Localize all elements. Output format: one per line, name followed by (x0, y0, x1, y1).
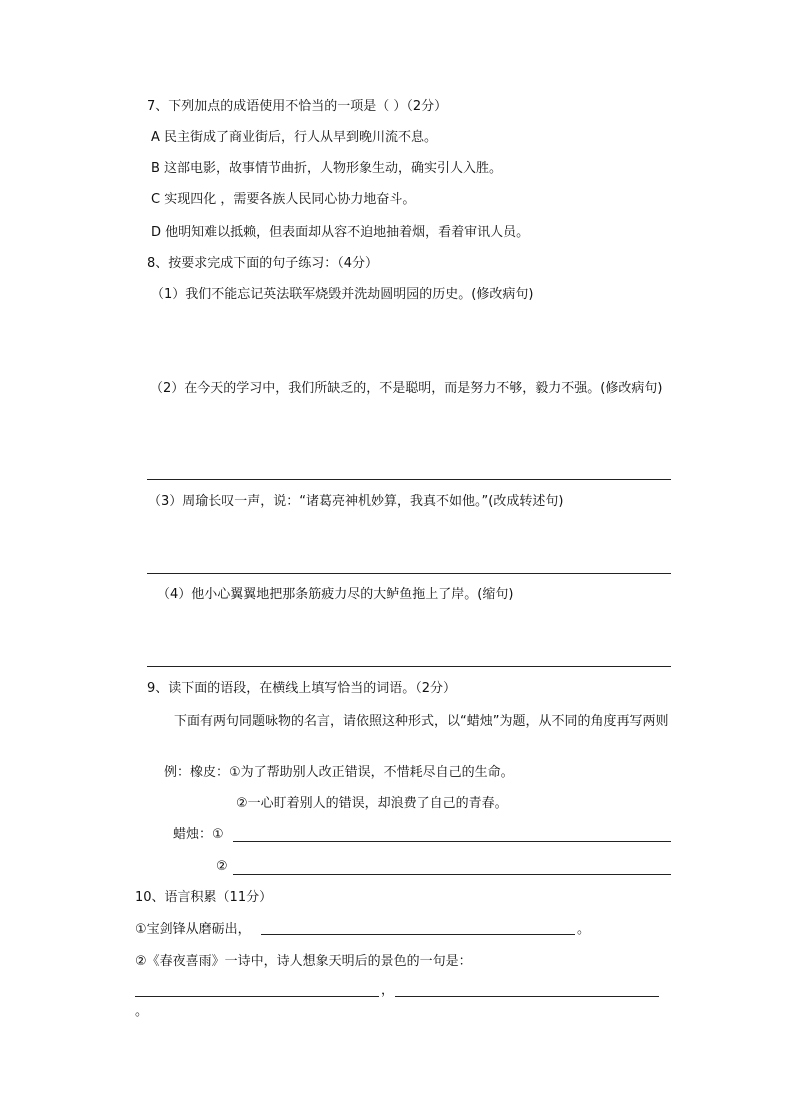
q9-candle-label: 蜡烛：① (173, 827, 224, 842)
q9-stem: 9、读下面的语段，在横线上填写恰当的词语。（2分） (147, 681, 457, 696)
q7-option-b: B 这部电影，故事情节曲折，人物形象生动，确实引人入胜。 (151, 161, 503, 176)
q8-stem: 8、按要求完成下面的句子练习：（4分） (147, 256, 379, 271)
q8-item-1: （1）我们不能忘记英法联军烧毁并洗劫圆明园的历史。(修改病句) (151, 287, 534, 302)
q10-item-2-comma: ， (381, 983, 395, 998)
q8-answer-line-2 (147, 479, 671, 480)
q9-example-line-1: 例：橡皮：①为了帮助别人改正错误，不惜耗尽自己的生命。 (164, 765, 514, 780)
q9-intro: 下面有两句同题咏物的名言，请依照这种形式，以“蜡烛”为题，从不同的角度再写两则 (174, 714, 669, 729)
q10-item-1-prefix: ①宝剑锋从磨砺出， (135, 922, 251, 937)
q9-candle-answer-line-2 (233, 874, 671, 875)
q9-example-line-2: ②一心盯着别人的错误，却浪费了自己的青春。 (236, 796, 508, 811)
q9-candle-mark-2: ② (216, 859, 228, 874)
q8-answer-line-4 (147, 666, 671, 667)
q7-option-a: A 民主街成了商业街后，行人从早到晚川流不息。 (151, 130, 438, 145)
q10-item-1-suffix: 。 (577, 922, 591, 937)
q7-option-c: C 实现四化 ，需要各族人民同心协力地奋斗。 (151, 192, 416, 207)
q8-answer-line-3 (147, 573, 671, 574)
q10-item-2: ②《春夜喜雨》一诗中，诗人想象天明后的景色的一句是： (135, 954, 472, 969)
q7-option-d: D 他明知难以抵赖，但表面却从容不迫地抽着烟，看着审讯人员。 (151, 225, 530, 240)
q10-stem: 10、语言积累（11分） (135, 890, 273, 905)
q7-stem: 7、下列加点的成语使用不恰当的一项是（ ）（2分） (147, 99, 448, 114)
q9-candle-answer-line-1 (233, 841, 671, 842)
q8-item-3: （3）周瑜长叹一声，说：“诸葛亮神机妙算，我真不如他。”(改成转述句) (148, 494, 564, 509)
q8-item-4: （4）他小心翼翼地把那条筋疲力尽的大鲈鱼拖上了岸。(缩句) (157, 587, 514, 602)
q10-item-1-answer-line (261, 934, 575, 935)
q8-item-2: （2）在今天的学习中，我们所缺乏的，不是聪明，而是努力不够，毅力不强。(修改病句) (150, 381, 663, 396)
q10-item-2-period: 。 (135, 1004, 149, 1019)
q10-item-2-answer-line-1 (135, 996, 379, 997)
q10-item-2-answer-line-2 (395, 996, 659, 997)
